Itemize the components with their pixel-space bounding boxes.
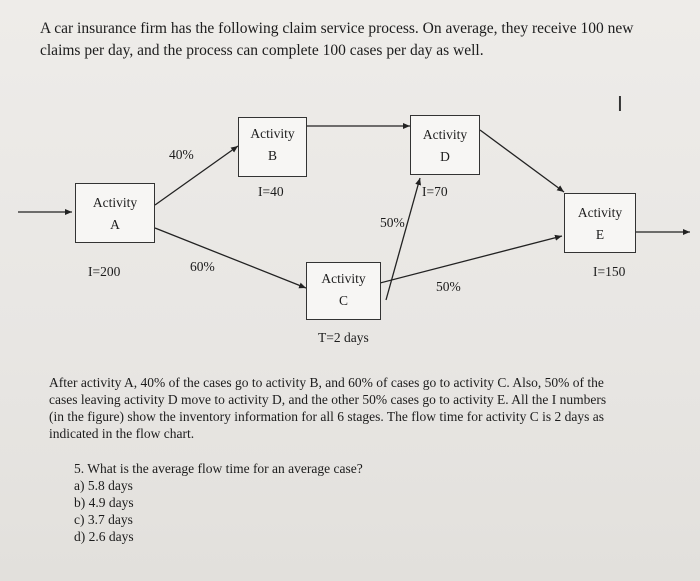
edge-d-e bbox=[480, 130, 564, 192]
intro-text: A car insurance firm has the following claim service process. On average, they receive 100 new claims per day, and the process can complete 100 cases per day as well. bbox=[40, 20, 634, 59]
option-b: b) 4.9 days bbox=[74, 495, 134, 510]
edge-c-d-percent: 50% bbox=[380, 215, 405, 230]
edge-a-c-percent: 60% bbox=[190, 259, 215, 274]
activity-e-label: Activity bbox=[577, 205, 623, 220]
activity-a-label: Activity bbox=[92, 195, 138, 210]
edge-a-b-percent: 40% bbox=[169, 147, 194, 162]
option-a: a) 5.8 days bbox=[74, 478, 133, 493]
edge-a-b bbox=[155, 146, 238, 205]
activity-e-inventory: I=150 bbox=[593, 264, 626, 279]
activity-c-box bbox=[306, 262, 381, 320]
edge-c-e bbox=[380, 236, 562, 283]
activity-d-letter: D bbox=[440, 149, 450, 164]
edge-c-e-percent: 50% bbox=[436, 279, 461, 294]
question-block bbox=[74, 460, 363, 545]
activity-a-inventory: I=200 bbox=[88, 264, 121, 279]
edge-a-c bbox=[155, 228, 306, 288]
activity-b-inventory: I=40 bbox=[258, 184, 284, 199]
text-cursor-icon: I bbox=[617, 92, 623, 116]
activity-a-box bbox=[75, 183, 155, 243]
activity-c-time: T=2 days bbox=[318, 330, 369, 345]
activity-d-inventory: I=70 bbox=[422, 184, 448, 199]
activity-c-label: Activity bbox=[321, 271, 366, 286]
description-text: After activity A, 40% of the cases go to activity B, and 60% of cases go to activity C. Also, 50% of the cases leaving activity D move to activity D, and the other 50% cases go to activity E. All the I numbers (in the figure) show the inventory information for all 6 stages. The flow time for activity C is 2 days as indicated in the flow chart. bbox=[49, 375, 607, 441]
activity-b-label: Activity bbox=[250, 126, 295, 141]
activity-e-box bbox=[564, 193, 636, 253]
edge-c-d bbox=[386, 178, 420, 300]
option-c: c) 3.7 days bbox=[74, 512, 133, 527]
question-prompt: 5. What is the average flow time for an average case? bbox=[74, 461, 363, 476]
activity-d-box bbox=[410, 115, 480, 175]
activity-a-letter: A bbox=[110, 217, 120, 232]
activity-c-letter: C bbox=[338, 293, 348, 308]
activity-d-label: Activity bbox=[422, 127, 468, 142]
activity-b-letter: B bbox=[267, 148, 277, 163]
activity-e-letter: E bbox=[595, 227, 605, 242]
option-d: d) 2.6 days bbox=[74, 529, 134, 544]
activity-b-box bbox=[238, 117, 307, 177]
